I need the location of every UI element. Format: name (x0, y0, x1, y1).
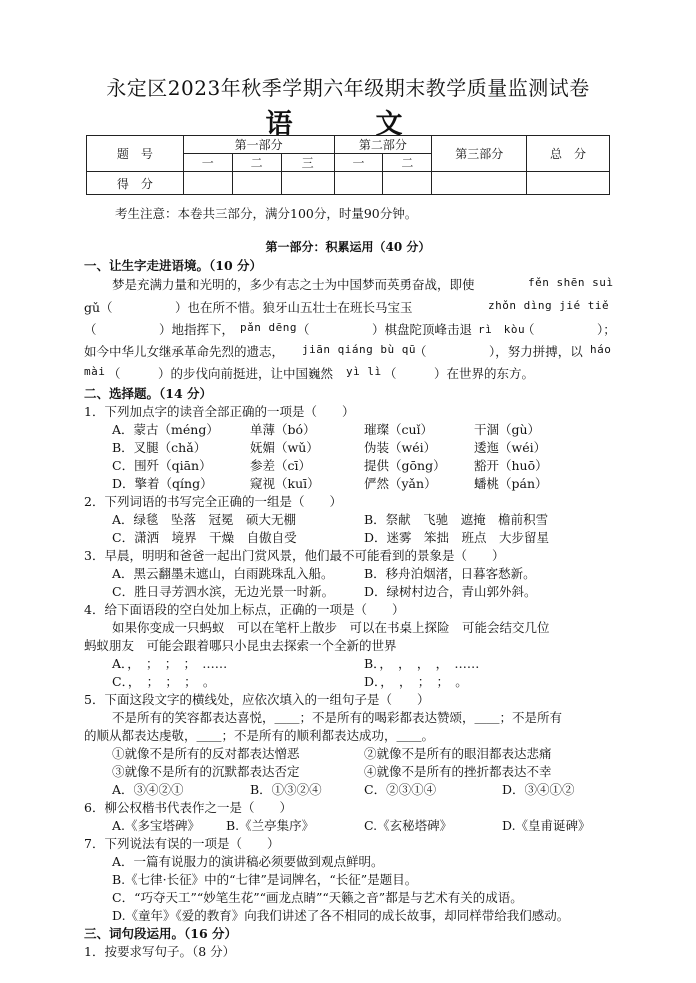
option[interactable]: B．叉腿（chǎ） (112, 440, 207, 455)
score-cell[interactable] (527, 172, 610, 195)
q2-5-sentence: ③就像不是所有的沉默都表达否定 (112, 764, 300, 779)
option[interactable]: B．①③②④ (250, 782, 322, 797)
score-cell[interactable] (232, 172, 281, 195)
option[interactable]: A．绿毯 坠落 冠冕 硕大无棚 (112, 512, 297, 527)
option[interactable]: C．②③①④ (364, 782, 437, 797)
option[interactable]: A.《多宝塔碑》 (112, 818, 201, 833)
pinyin: fěn shēn suì (528, 276, 614, 289)
option[interactable]: D．擎着（qíng） (112, 476, 213, 491)
option-item: 璀璨（cuǐ） (364, 422, 434, 437)
option[interactable]: C．“巧夺天工”“妙笔生花”“画龙点睛”“天籁之音”都是与艺术有关的成语。 (112, 890, 523, 905)
option-item: 窥视（kuī） (250, 476, 320, 491)
q2-heading: 二、选择题。（14 分） (84, 386, 212, 401)
option[interactable]: B.《兰亭集序》 (226, 818, 315, 833)
option[interactable]: B.《七律·长征》中的“七律”是词牌名，“长征”是题目。 (112, 872, 418, 887)
option[interactable]: B．祭献 飞驰 遮掩 檐前积雪 (364, 512, 549, 527)
option[interactable]: D．绿树村边合，青山郭外斜。 (364, 584, 537, 599)
score-cell[interactable] (383, 172, 432, 195)
q1-line2: gǔ（ ）也在所不惜。狼牙山五壮士在班长马宝玉 (84, 300, 413, 315)
option[interactable]: C．胜日寻芳泗水滨，无边光景一时新。 (112, 584, 335, 599)
q2-5-passage: 的顺从都表达虔敬，＿＿；不是所有的顺利都表达成功，＿＿。 (84, 728, 435, 743)
option-item: 蟠桃（pán） (474, 476, 548, 491)
part3-header: 第三部分 (432, 136, 527, 172)
q2-4-passage: 如果你变成一只蚂蚁 可以在笔杆上散步 可以在书桌上探险 可能会结交几位 (112, 620, 550, 635)
part1-header: 第一部分 (183, 136, 334, 154)
option[interactable]: B．移舟泊烟渚，日暮客愁新。 (364, 566, 536, 581)
option-item: 逶迤（wéi） (474, 440, 547, 455)
option[interactable]: A．③④②① (112, 782, 184, 797)
score-cell[interactable] (183, 172, 232, 195)
sub-col: 二 (232, 154, 281, 172)
sub-col: 三 (281, 154, 334, 172)
score-row-label: 得 分 (87, 172, 184, 195)
option-item: 干涸（gù） (474, 422, 541, 437)
option-item: 参差（cī） (250, 458, 311, 473)
option[interactable]: D．③④①② (502, 782, 575, 797)
option[interactable]: C．潇洒 境界 干燥 自傲自受 (112, 530, 297, 545)
q1-line3a: （ ）地指挥下， (84, 322, 235, 337)
total-header: 总 分 (527, 136, 610, 172)
q1-line5b: （ ）在世界的东方。 (384, 366, 535, 381)
q2-6-stem: 6．柳公权楷书代表作之一是（ ） (84, 800, 292, 815)
subject-title: 语 文 (265, 109, 431, 140)
q2-5-sentence: ②就像不是所有的眼泪都表达悲痛 (364, 746, 552, 761)
option-item: 妩媚（wǔ） (250, 440, 319, 455)
pinyin: pǎn dēng (240, 321, 297, 334)
option[interactable]: D．， ， ； ； 。 (364, 674, 468, 689)
q1-line4b: （ ），努力拼搏，以 (414, 344, 583, 359)
option[interactable]: D.《童年》《爱的教育》向我们讲述了各不相同的成长故事，却同样带给我们感动。 (112, 908, 570, 923)
pinyin: mài (84, 365, 106, 378)
q2-7-stem: 7．下列说法有误的一项是（ ） (84, 836, 280, 851)
q1-heading: 一、让生字走进语境。（10 分） (84, 258, 262, 273)
option[interactable]: D.《皇甫诞碑》 (502, 818, 591, 833)
q1-line5a: （ ）的步伐向前挺进，让中国巍然 (108, 366, 334, 381)
pinyin: yì lì (346, 365, 382, 378)
option-item: 俨然（yǎn） (364, 476, 437, 491)
q1-line3b: （ ）棋盘陀顶峰击退 (297, 322, 473, 337)
score-cell[interactable] (281, 172, 334, 195)
sub-col: 一 (334, 154, 383, 172)
option[interactable]: C.《玄秘塔碑》 (364, 818, 453, 833)
pinyin: zhǒn dìng jié tiě (488, 299, 610, 312)
q2-4-stem: 4．给下面语段的空白处加上标点，正确的一项是（ ） (84, 602, 405, 617)
pinyin: háo (590, 343, 612, 356)
q3-1-stem: 1．按要求写句子。（8 分） (84, 944, 236, 959)
section-heading: 第一部分：积累运用（40 分） (265, 240, 431, 254)
pinyin: jiān qiáng bù qū (302, 343, 416, 356)
q3-heading: 三、词句段运用。（16 分） (84, 926, 237, 941)
q1-line3c: （ ）； (522, 322, 616, 337)
q2-5-sentence: ①就像不是所有的反对都表达憎恶 (112, 746, 300, 761)
option[interactable]: B．， ， ， ， …… (364, 656, 480, 671)
q2-2-stem: 2．下列词语的书写完全正确的一组是（ ） (84, 494, 342, 509)
option-item: 提供（gōng） (364, 458, 446, 473)
q2-3-stem: 3．早晨，明明和爸爸一起出门赏风景，他们最不可能看到的景象是（ ） (84, 548, 505, 563)
option[interactable]: A．， ； ； ； …… (112, 656, 228, 671)
option[interactable]: C．围歼（qiān） (112, 458, 212, 473)
q1-line4a: 如今中华儿女继承革命先烈的遗志， (84, 344, 285, 359)
option[interactable]: D．迷雾 笨拙 班点 大步留星 (364, 530, 550, 545)
score-cell[interactable] (334, 172, 383, 195)
q1-line1: 梦是充满力量和光明的，多少有志之士为中国梦而英勇奋战，即使 (112, 277, 475, 292)
q2-1-stem: 1．下列加点字的读音全部正确的一项是（ ） (84, 404, 355, 419)
score-table (86, 135, 610, 195)
sub-col: 二 (383, 154, 432, 172)
pinyin: rì kòu (478, 323, 526, 336)
option[interactable]: A．蒙古（méng） (112, 422, 219, 437)
option[interactable]: A．一篇有说服力的演讲稿必须要做到观点鲜明。 (112, 854, 384, 869)
exam-note: 考生注意：本卷共三部分，满分100分，时量90分钟。 (115, 206, 418, 221)
q2-4-passage: 蚂蚁朋友 可能会跟着哪只小昆虫去探索一个全新的世界 (84, 638, 397, 653)
col-question-no: 题 号 (87, 136, 184, 172)
exam-title: 永定区2023年秋季学期六年级期末教学质量监测试卷 (106, 76, 590, 100)
q2-5-passage: 不是所有的笑容都表达喜悦，＿＿；不是所有的喝彩都表达赞颂，＿＿；不是所有 (112, 710, 563, 725)
sub-col: 一 (183, 154, 232, 172)
option-item: 单薄（bó） (250, 422, 316, 437)
option-item: 伪装（wéi） (364, 440, 437, 455)
option[interactable]: A．黑云翻墨未遮山，白雨跳珠乱入船。 (112, 566, 334, 581)
option[interactable]: C．， ； ； ； 。 (112, 674, 216, 689)
q2-5-sentence: ④就像不是所有的挫折都表达不幸 (364, 764, 552, 779)
q2-5-stem: 5．下面这段文字的横线处，应依次填入的一组句子是（ ） (84, 692, 430, 707)
part2-header: 第二部分 (334, 136, 432, 154)
score-cell[interactable] (432, 172, 527, 195)
option-item: 豁开（huō） (474, 458, 548, 473)
